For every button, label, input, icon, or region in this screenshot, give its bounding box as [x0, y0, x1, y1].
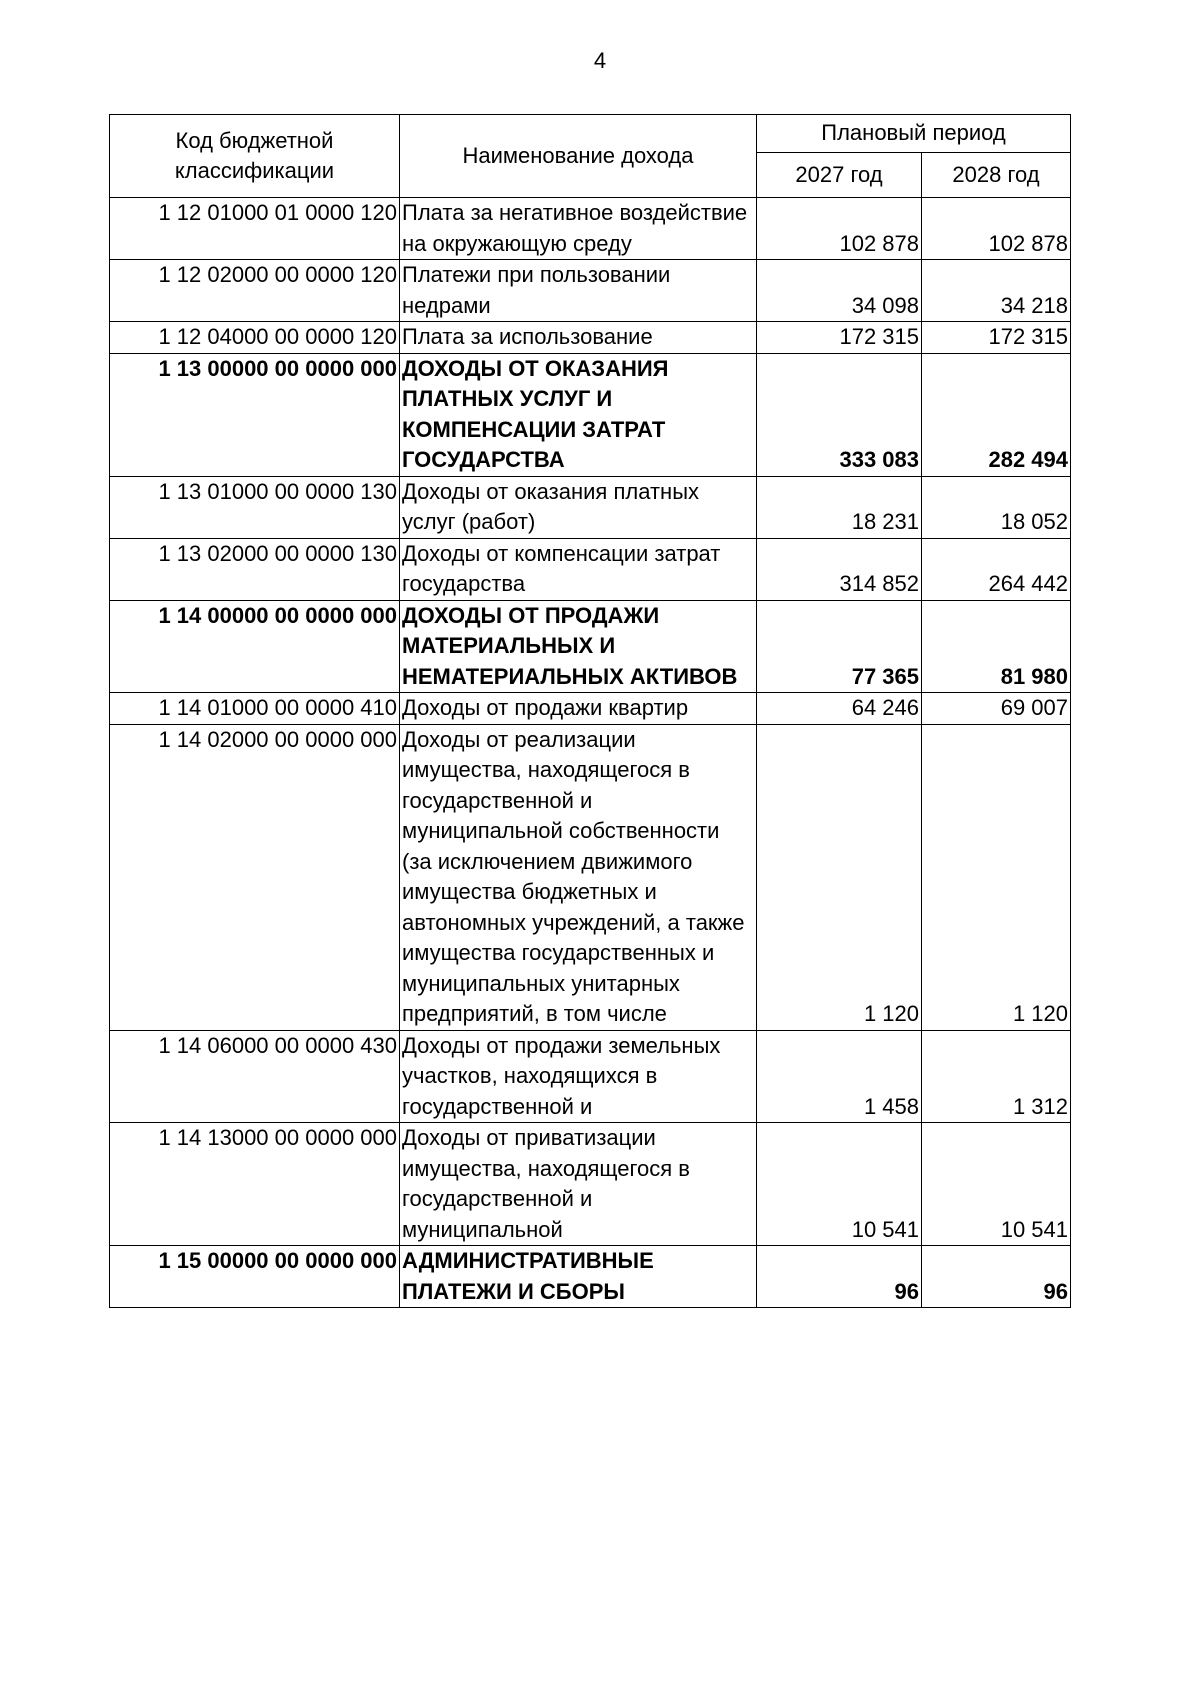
- row-name: Доходы от компенсации затрат государства: [400, 538, 757, 600]
- row-name: Доходы от продажи земельных участков, находящихся в государственной и: [400, 1030, 757, 1123]
- row-code: 1 13 02000 00 0000 130: [110, 538, 400, 600]
- row-name: Доходы от реализации имущества, находящегося в государственной и муниципальной собственности (за исключением движимого имущества бюджетных и автономных учреждений, а также имущества государственных и муниципальных унитарных предприятий, в том числе: [400, 724, 757, 1030]
- table-row: [110, 322, 1071, 354]
- row-code: 1 13 00000 00 0000 000: [110, 353, 400, 476]
- row-value-2027: 10 541: [757, 1123, 922, 1246]
- row-value-2027: 102 878: [757, 198, 922, 260]
- row-value-2028: 10 541: [922, 1123, 1071, 1246]
- row-name: Доходы от приватизации имущества, находящегося в государственной и муниципальной: [400, 1123, 757, 1246]
- row-value-2028: 34 218: [922, 260, 1071, 322]
- row-value-2028: 1 120: [922, 724, 1071, 1030]
- table-row-section: [110, 1246, 1071, 1308]
- row-name: ДОХОДЫ ОТ ПРОДАЖИ МАТЕРИАЛЬНЫХ И НЕМАТЕРИАЛЬНЫХ АКТИВОВ: [400, 600, 757, 693]
- row-code: 1 15 00000 00 0000 000: [110, 1246, 400, 1308]
- row-name: Платежи при пользовании недрами: [400, 260, 757, 322]
- table-row: [110, 538, 1071, 600]
- row-name: Плата за использование: [400, 322, 757, 354]
- row-value-2027: 96: [757, 1246, 922, 1308]
- row-value-2028: 172 315: [922, 322, 1071, 354]
- page-number: 4: [593, 48, 607, 73]
- header-year-2028: 2028 год: [922, 153, 1071, 198]
- row-value-2028: 264 442: [922, 538, 1071, 600]
- row-name: Доходы от оказания платных услуг (работ): [400, 476, 757, 538]
- table-row-section: [110, 600, 1071, 693]
- row-code: 1 14 06000 00 0000 430: [110, 1030, 400, 1123]
- budget-revenue-table: [109, 114, 1071, 1308]
- table-row: [110, 260, 1071, 322]
- row-code: 1 12 01000 01 0000 120: [110, 198, 400, 260]
- table-row: [110, 476, 1071, 538]
- row-value-2027: 18 231: [757, 476, 922, 538]
- table-row: [110, 693, 1071, 725]
- row-value-2028: 1 312: [922, 1030, 1071, 1123]
- row-code: 1 12 04000 00 0000 120: [110, 322, 400, 354]
- table-row: [110, 1030, 1071, 1123]
- row-value-2028: 282 494: [922, 353, 1071, 476]
- header-name: Наименование дохода: [400, 115, 757, 198]
- row-name: Плата за негативное воздействие на окружающую среду: [400, 198, 757, 260]
- row-value-2027: 172 315: [757, 322, 922, 354]
- row-value-2027: 1 458: [757, 1030, 922, 1123]
- row-code: 1 14 13000 00 0000 000: [110, 1123, 400, 1246]
- row-code: 1 14 01000 00 0000 410: [110, 693, 400, 725]
- row-value-2027: 77 365: [757, 600, 922, 693]
- row-code: 1 14 02000 00 0000 000: [110, 724, 400, 1030]
- table-row: [110, 1123, 1071, 1246]
- row-name: ДОХОДЫ ОТ ОКАЗАНИЯ ПЛАТНЫХ УСЛУГ И КОМПЕНСАЦИИ ЗАТРАТ ГОСУДАРСТВА: [400, 353, 757, 476]
- header-code: Код бюджетной классификации: [110, 115, 400, 198]
- row-code: 1 14 00000 00 0000 000: [110, 600, 400, 693]
- row-value-2027: 314 852: [757, 538, 922, 600]
- row-value-2027: 333 083: [757, 353, 922, 476]
- row-code: 1 12 02000 00 0000 120: [110, 260, 400, 322]
- table-row-section: [110, 353, 1071, 476]
- row-name: Доходы от продажи квартир: [400, 693, 757, 725]
- row-name: АДМИНИСТРАТИВНЫЕ ПЛАТЕЖИ И СБОРЫ: [400, 1246, 757, 1308]
- header-planned-period: Плановый период: [757, 115, 1071, 153]
- row-value-2027: 1 120: [757, 724, 922, 1030]
- row-code: 1 13 01000 00 0000 130: [110, 476, 400, 538]
- table-row: [110, 724, 1071, 1030]
- header-year-2027: 2027 год: [757, 153, 922, 198]
- table-row: [110, 198, 1071, 260]
- row-value-2027: 64 246: [757, 693, 922, 725]
- row-value-2028: 18 052: [922, 476, 1071, 538]
- row-value-2028: 81 980: [922, 600, 1071, 693]
- row-value-2028: 102 878: [922, 198, 1071, 260]
- row-value-2028: 69 007: [922, 693, 1071, 725]
- row-value-2027: 34 098: [757, 260, 922, 322]
- row-value-2028: 96: [922, 1246, 1071, 1308]
